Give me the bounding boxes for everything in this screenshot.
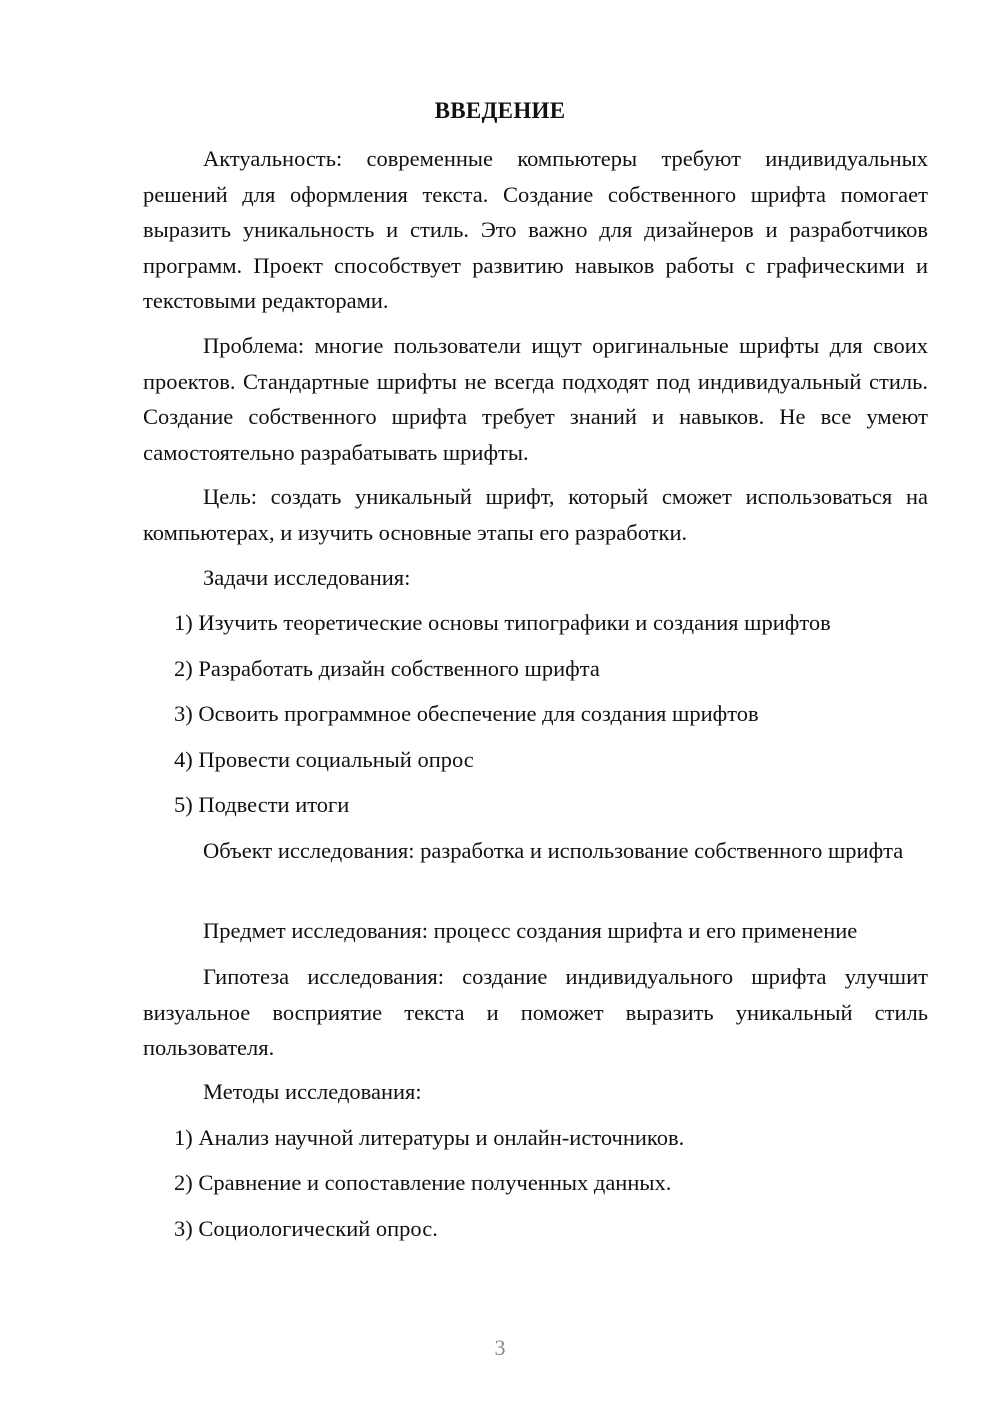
- goal-paragraph: Цель: создать уникальный шрифт, который сможет использоваться на компьютерах, и изучить основные этапы его разработки.: [143, 484, 928, 545]
- task-item-3: 3) Освоить программное обеспечение для создания шрифтов: [174, 701, 759, 726]
- section-heading: ВВЕДЕНИЕ: [434, 98, 566, 123]
- problem-paragraph: Проблема: многие пользователи ищут оригинальные шрифты для своих проектов. Стандартные шрифты не всегда подходят под индивидуальный стиль. Создание собственного шрифта требует знаний и навыков. Не все умеют самостоятельно разрабатывать шрифты.: [143, 333, 928, 465]
- subject-line: Предмет исследования: процесс создания шрифта и его применение: [203, 918, 858, 943]
- task-item-5: 5) Подвести итоги: [174, 792, 350, 817]
- tasks-title: Задачи исследования:: [203, 565, 411, 590]
- methods-title: Методы исследования:: [203, 1079, 422, 1104]
- task-item-1: 1) Изучить теоретические основы типографики и создания шрифтов: [174, 610, 831, 635]
- hypothesis-paragraph: Гипотеза исследования: создание индивидуального шрифта улучшит визуальное восприятие текста и поможет выразить уникальный стиль пользователя.: [143, 964, 928, 1060]
- object-paragraph: Объект исследования: разработка и использование собственного шрифта: [203, 838, 904, 863]
- page-number: 3: [494, 1335, 506, 1360]
- method-item-1: 1) Анализ научной литературы и онлайн-источников.: [174, 1125, 685, 1150]
- method-item-3: 3) Социологический опрос.: [174, 1216, 438, 1241]
- task-item-2: 2) Разработать дизайн собственного шрифта: [174, 656, 600, 681]
- relevance-paragraph: Актуальность: современные компьютеры требуют индивидуальных решений для оформления текста. Создание собственного шрифта помогает выразить уникальность и стиль. Это важно для дизайнеров и разработчиков программ. Проект способствует развитию навыков работы с графическими и текстовыми редакторами.: [143, 146, 928, 313]
- task-item-4: 4) Провести социальный опрос: [174, 747, 474, 772]
- method-item-2: 2) Сравнение и сопоставление полученных данных.: [174, 1170, 672, 1195]
